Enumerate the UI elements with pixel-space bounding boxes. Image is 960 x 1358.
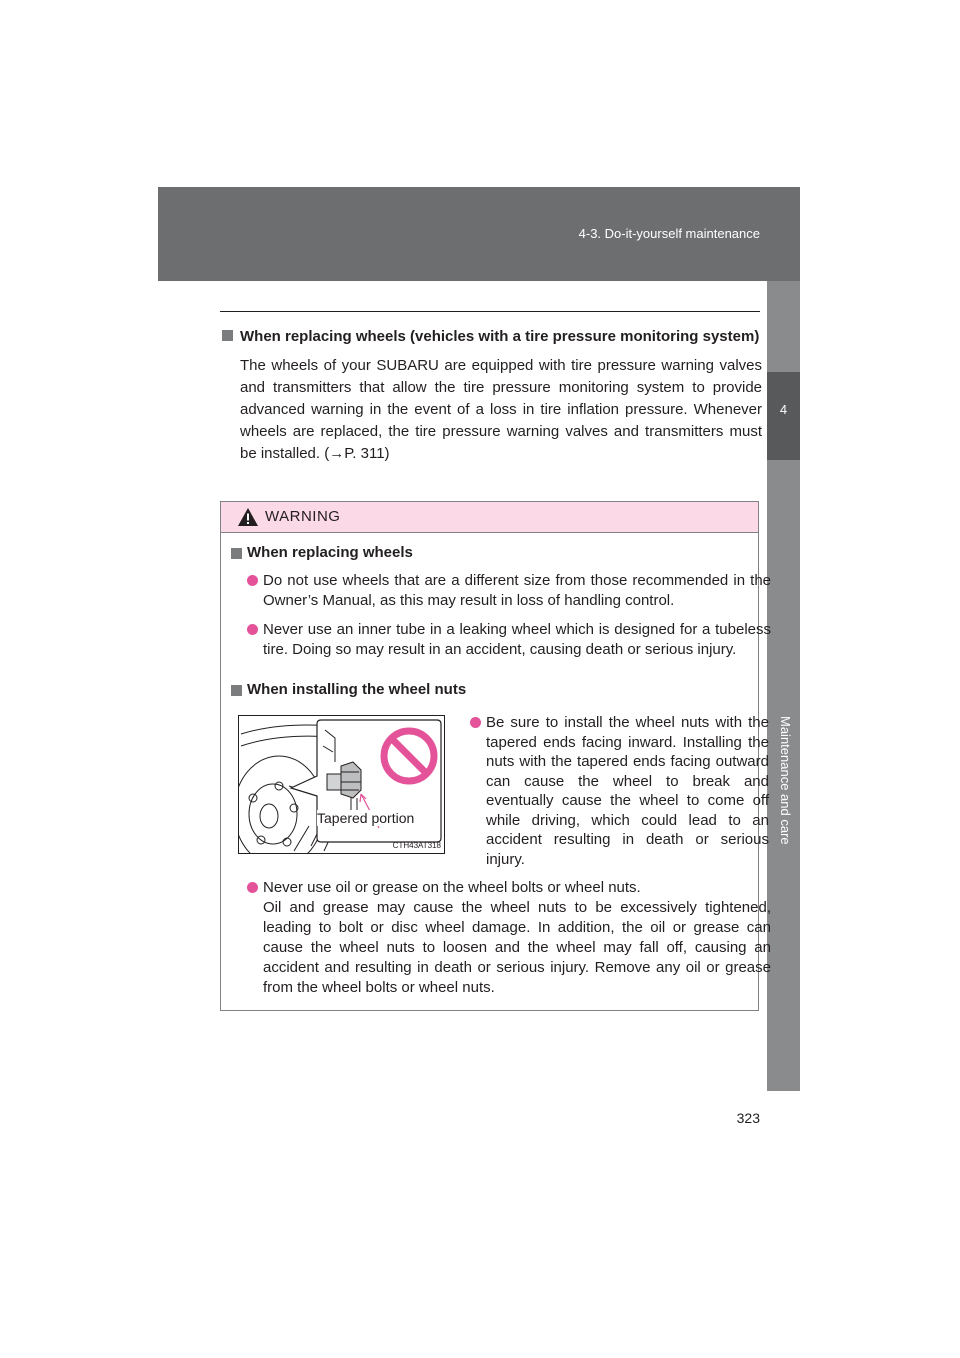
round-bullet-icon (247, 882, 258, 893)
warning-title: WARNING (265, 508, 341, 525)
warning-bullet-oil-grease: Never use oil or grease on the wheel bolts or wheel nuts. Oil and grease may cause the wheel nuts to be excessively tightened, leading to bolt or disc wheel damage. In addition, the oil or grease can cause the wheel nuts to loosen and the wheel may fall off, causing an accident and resulting in death or serious injury. Remove any oil or grease from the wheel bolts or wheel nuts. (247, 878, 771, 998)
tpms-heading: When replacing wheels (vehicles with a tire pressure monitoring system) (222, 326, 762, 348)
warning-sub-nuts: When installing the wheel nuts (231, 681, 466, 698)
warning-triangle-icon (237, 507, 259, 527)
wheel-hub-drawing (239, 716, 444, 853)
warning-sub-replacing: When replacing wheels (231, 544, 413, 561)
warning-bullet-inner-tube: Never use an inner tube in a leaking wheel which is designed for a tubeless tire. Doing so may result in an accident, causing death or serious injury. (247, 620, 771, 660)
top-rule (220, 311, 760, 312)
tapered-portion-label: Tapered portion (317, 810, 415, 826)
section-title: 4-3. Do-it-yourself maintenance (578, 226, 760, 241)
tpms-section (222, 326, 762, 465)
tpms-body: The wheels of your SUBARU are equipped with tire pressure warning valves and transmitters that allow the tire pressure monitoring system to provide advanced warning in the event of a loss in tire inflation pressure. Whenever wheels are replaced, the tire pressure warning valves and transmitters must be installed. (→P. 311) (240, 357, 762, 462)
square-bullet-icon (231, 548, 242, 559)
page-number: 323 (736, 1110, 760, 1126)
warning-bullet-wheel-size: Do not use wheels that are a different size from those recommended in the Owner’s Manual, as this may result in loss of handling control. (247, 571, 771, 611)
square-bullet-icon (231, 685, 242, 696)
round-bullet-icon (247, 624, 258, 635)
illustration-code: CTH43AT318 (392, 841, 441, 850)
side-tab-number: 4 (779, 402, 788, 417)
warning-bullet-tapered-ends: Be sure to install the wheel nuts with the tapered ends facing inward. Installing the nuts with the tapered ends facing outward can cause the wheel to break and eventually cause the wheel to come off while driving, which could lead to an accident resulting in death or serious injury. (470, 713, 769, 869)
round-bullet-icon (470, 717, 481, 728)
square-bullet-icon (222, 330, 233, 341)
warning-header (221, 502, 758, 533)
round-bullet-icon (247, 575, 258, 586)
header-bar (158, 187, 800, 281)
wheel-nut-illustration (238, 715, 445, 854)
side-tab-label: Maintenance and care (778, 716, 793, 845)
